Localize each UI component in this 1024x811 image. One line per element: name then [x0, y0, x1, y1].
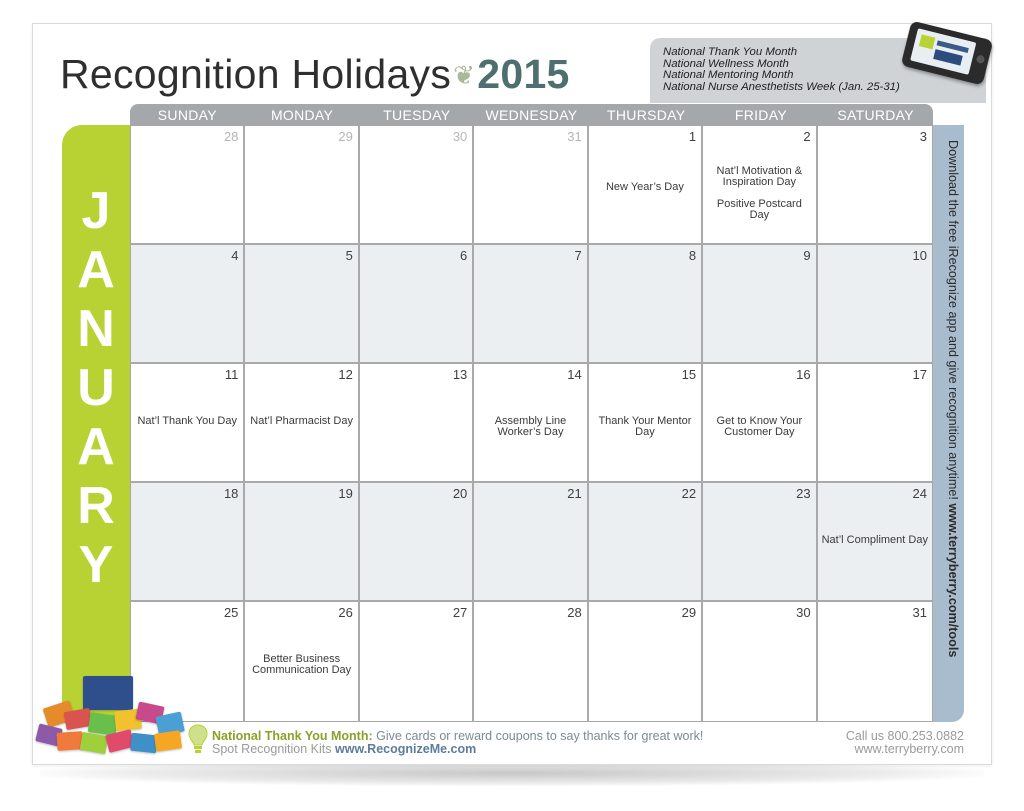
ornament-icon: ❦: [453, 60, 476, 90]
day-number: 25: [223, 605, 239, 620]
day-number: 20: [452, 486, 468, 501]
observance-item: National Mentoring Month: [663, 69, 794, 82]
day-number: 12: [338, 367, 353, 382]
day-cell[interactable]: [360, 364, 474, 483]
day-cell[interactable]: [131, 245, 245, 364]
observance-item: National Wellness Month: [663, 57, 789, 70]
day-number: 14: [567, 367, 582, 382]
day-number: 27: [452, 605, 468, 620]
holiday-label: Nat’l Pharmacist Day: [250, 415, 353, 427]
month-letter: J: [81, 182, 111, 240]
day-number: 15: [681, 367, 697, 382]
phone-number: Call us 800.253.0882: [845, 729, 964, 743]
website-link[interactable]: www.terryberry.com: [854, 742, 964, 756]
recognition-cards-image: [33, 670, 193, 762]
day-number: 26: [338, 605, 353, 620]
observances-list: [663, 47, 900, 93]
weekday-label: SATURDAY: [837, 107, 914, 123]
day-number: 11: [224, 367, 239, 382]
day-cell[interactable]: [589, 126, 703, 245]
day-cell[interactable]: [703, 245, 817, 364]
kits-label: Spot Recognition Kits: [212, 742, 332, 756]
day-number: 10: [912, 248, 927, 263]
holiday-label: Get to Know Your Customer Day: [716, 415, 803, 438]
footer-promo: [212, 730, 703, 756]
day-number: 19: [338, 486, 353, 501]
day-cell[interactable]: [360, 602, 474, 721]
holiday-label: Thank Your Mentor Day: [598, 415, 692, 438]
page-title: [60, 48, 570, 100]
day-cell[interactable]: [703, 126, 817, 245]
month-letter: A: [77, 418, 115, 476]
day-cell[interactable]: [589, 245, 703, 364]
day-cell[interactable]: [360, 483, 474, 602]
day-cell[interactable]: [245, 245, 359, 364]
weekday-label: THURSDAY: [607, 107, 686, 123]
holiday-label: Better Business Communication Day: [252, 653, 352, 676]
day-number: 4: [231, 248, 239, 263]
holiday-label: New Year’s Day: [605, 181, 684, 193]
day-cell[interactable]: [818, 364, 932, 483]
month-letter: Y: [78, 536, 114, 594]
day-cell[interactable]: [474, 126, 588, 245]
promo-label: National Thank You Month:: [212, 729, 373, 743]
day-number: 31: [912, 605, 927, 620]
observance-item: National Thank You Month: [663, 46, 798, 58]
day-cell[interactable]: [703, 364, 817, 483]
day-number: 30: [452, 129, 468, 144]
day-number: 16: [796, 367, 811, 382]
holiday-label: Positive Postcard Day: [716, 198, 802, 221]
day-cell[interactable]: [360, 126, 474, 245]
day-cell[interactable]: [245, 602, 359, 721]
day-cell[interactable]: [245, 364, 359, 483]
day-number: 30: [796, 605, 811, 620]
day-number: 24: [912, 486, 927, 501]
day-number: 2: [803, 129, 811, 144]
day-number: 13: [452, 367, 468, 382]
day-cell[interactable]: [131, 126, 245, 245]
day-number: 18: [223, 486, 239, 501]
day-number: 23: [796, 486, 811, 501]
observance-item: National Nurse Anesthetists Week (Jan. 25-31): [663, 80, 900, 93]
month-letter: R: [77, 477, 115, 535]
day-cell[interactable]: [589, 364, 703, 483]
lightbulb-icon: [188, 724, 208, 756]
day-number: 17: [912, 367, 927, 382]
day-cell[interactable]: [589, 483, 703, 602]
day-cell[interactable]: [360, 245, 474, 364]
day-number: 21: [567, 486, 582, 501]
calendar-grid: [130, 125, 933, 722]
holiday-label: Nat’l Motivation & Inspiration Day: [716, 165, 803, 188]
weekday-label: TUESDAY: [383, 107, 451, 123]
kits-link[interactable]: www.RecognizeMe.com: [335, 742, 477, 756]
side-banner-url: www.terryberry.com/tools: [946, 503, 960, 658]
day-cell[interactable]: [474, 483, 588, 602]
weekday-label: SUNDAY: [157, 107, 217, 123]
day-cell[interactable]: [245, 126, 359, 245]
day-number: 29: [681, 605, 697, 620]
day-number: 28: [223, 129, 239, 144]
promo-text: Give cards or reward coupons to say thanks for great work!: [376, 729, 704, 743]
weekday-header: [130, 104, 933, 125]
title-text: Recognition Holidays: [60, 51, 452, 97]
month-letter: A: [77, 241, 115, 299]
day-number: 7: [574, 248, 582, 263]
weekday-label: WEDNESDAY: [485, 107, 578, 123]
holiday-label: Assembly Line Worker’s Day: [494, 415, 567, 438]
day-cell[interactable]: [818, 483, 932, 602]
day-number: 29: [338, 129, 353, 144]
weekday-label: MONDAY: [270, 107, 334, 123]
day-cell[interactable]: [703, 483, 817, 602]
day-cell[interactable]: [589, 602, 703, 721]
month-letter: U: [77, 359, 115, 417]
holiday-label: Nat’l Compliment Day: [821, 534, 928, 546]
holiday-label: Nat’l Thank You Day: [137, 415, 237, 427]
day-number: 22: [681, 486, 697, 501]
day-number: 31: [567, 129, 582, 144]
day-number: 6: [460, 248, 468, 263]
day-number: 28: [567, 605, 582, 620]
day-number: 9: [803, 248, 811, 263]
month-letter: N: [77, 300, 115, 358]
side-banner-text: [940, 140, 960, 700]
day-number: 5: [345, 248, 353, 263]
day-cell[interactable]: [818, 126, 932, 245]
day-number: 1: [688, 129, 697, 144]
footer-contact: [846, 730, 964, 756]
day-cell[interactable]: [474, 602, 588, 721]
day-cell[interactable]: [474, 245, 588, 364]
day-number: 3: [919, 129, 927, 144]
day-cell[interactable]: [245, 483, 359, 602]
day-cell[interactable]: [131, 483, 245, 602]
day-cell[interactable]: [818, 602, 932, 721]
month-name: [62, 182, 130, 595]
day-cell[interactable]: [818, 245, 932, 364]
side-banner-message: Download the free iRecognize app and give recognition anytime!: [946, 140, 960, 500]
day-cell[interactable]: [703, 602, 817, 721]
title-year: 2015: [477, 51, 570, 97]
day-number: 8: [688, 248, 697, 263]
day-cell[interactable]: [474, 364, 588, 483]
weekday-label: FRIDAY: [734, 107, 787, 123]
day-cell[interactable]: [131, 364, 245, 483]
